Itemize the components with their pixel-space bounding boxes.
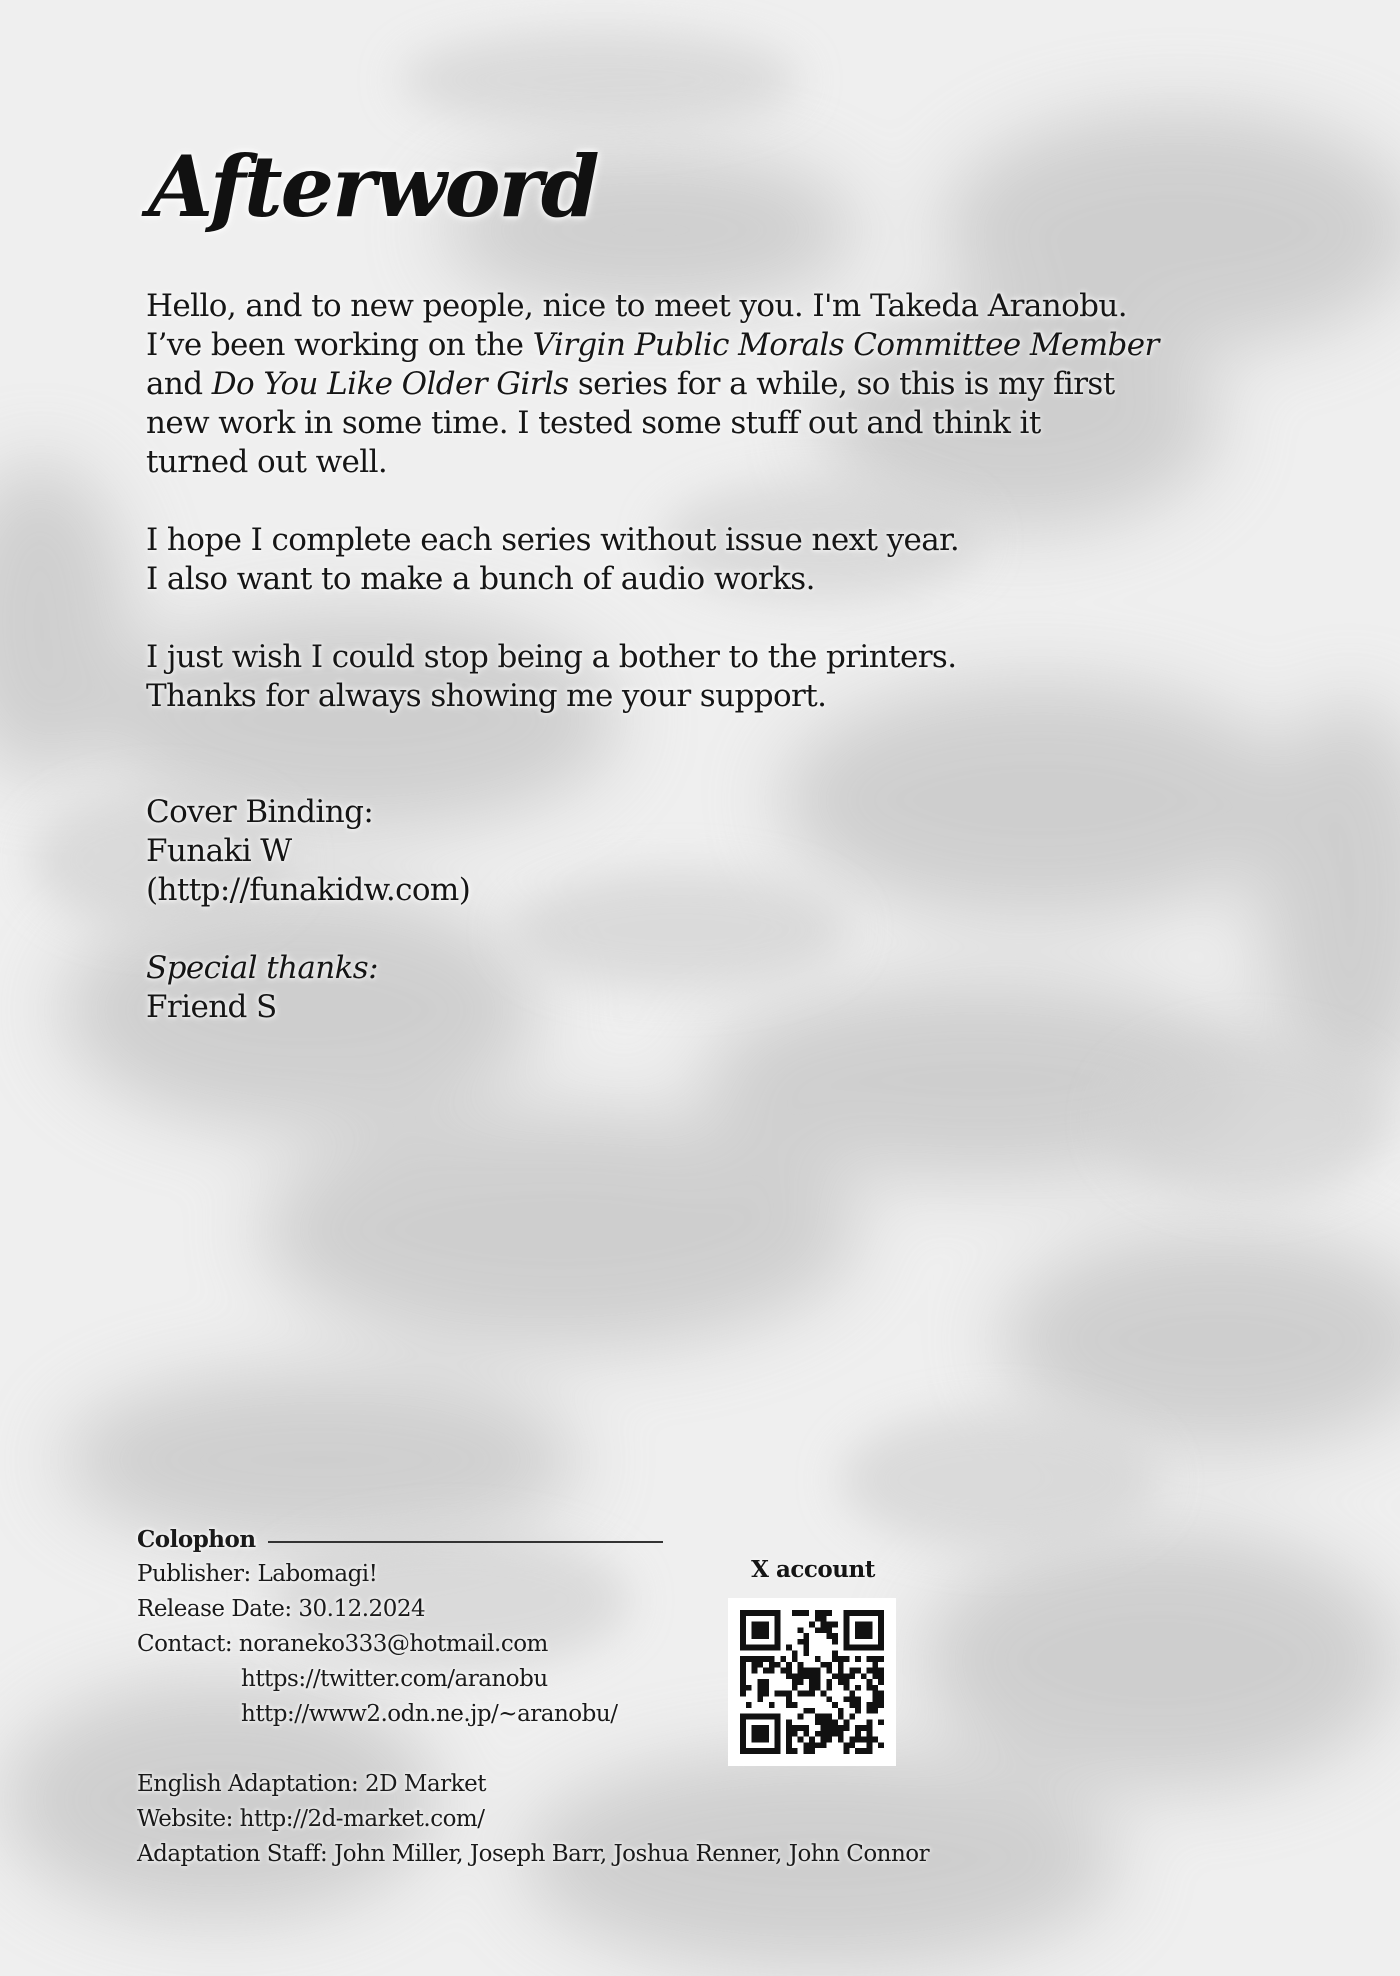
cover-binding-url: (http://funakidw.com)	[146, 872, 471, 908]
release-date: Release Date: 30.12.2024	[137, 1596, 426, 1622]
text-fragment: and	[146, 366, 212, 402]
page-title: Afterword	[148, 137, 598, 236]
contact-twitter: https://twitter.com/aranobu	[241, 1666, 548, 1692]
text-line: Hello, and to new people, nice to meet you. I'm Takeda Aranobu.	[146, 288, 1127, 324]
paragraph-intro	[146, 287, 1246, 482]
website: Website: http://2d-market.com/	[137, 1806, 485, 1832]
special-thanks-label-text: Special thanks:	[146, 950, 378, 986]
english-adaptation: English Adaptation: 2D Market	[137, 1771, 486, 1797]
text-line: I just wish I could stop being a bother to the printers.	[146, 639, 957, 675]
contact-email: Contact: noraneko333@hotmail.com	[137, 1631, 548, 1657]
cover-binding-name: Funaki W	[146, 833, 292, 869]
contact-site: http://www2.odn.ne.jp/~aranobu/	[241, 1701, 618, 1727]
special-thanks-label	[146, 949, 470, 988]
series-title: Do You Like Older Girls	[211, 366, 569, 402]
text-fragment: I’ve been working on the	[146, 327, 533, 363]
text-fragment: series for a while, so this is my first	[568, 366, 1115, 402]
colophon-heading	[137, 1522, 937, 1557]
text-line: I hope I complete each series without issue next year.	[146, 522, 960, 558]
divider	[268, 1541, 663, 1543]
qr-code[interactable]	[728, 1598, 896, 1766]
text-line: new work in some time. I tested some stuff out and think it	[146, 405, 1041, 441]
afterword-body	[146, 287, 1246, 755]
paragraph-plans	[146, 521, 1246, 599]
text-line: I also want to make a bunch of audio works.	[146, 561, 815, 597]
text-line: turned out well.	[146, 444, 388, 480]
credits	[146, 793, 470, 1027]
special-thanks-name: Friend S	[146, 989, 277, 1025]
text-line	[146, 365, 1246, 404]
colophon-heading-text: Colophon	[137, 1526, 256, 1553]
adaptation-staff: Adaptation Staff: John Miller, Joseph Barr, Joshua Renner, John Connor	[137, 1841, 930, 1867]
qr-code-image	[740, 1610, 884, 1754]
paragraph-thanks	[146, 638, 1246, 716]
x-account-label: X account	[751, 1556, 875, 1583]
cover-binding-label: Cover Binding:	[146, 794, 374, 830]
series-title: Virgin Public Morals Committee Member	[532, 327, 1159, 363]
text-line: Thanks for always showing me your support.	[146, 678, 827, 714]
publisher: Publisher: Labomagi!	[137, 1561, 378, 1587]
text-line	[146, 326, 1246, 365]
